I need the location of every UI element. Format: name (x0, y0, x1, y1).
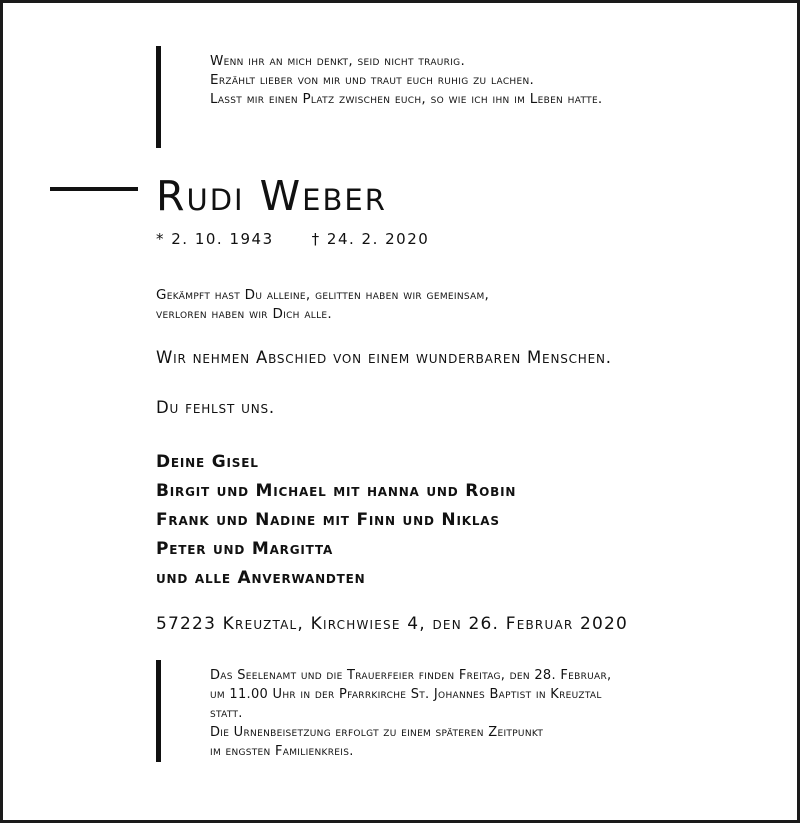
deceased-name: Rudi Weber (156, 172, 387, 220)
opening-quote (210, 52, 603, 109)
mourner-line: Deine Gisel (156, 452, 259, 472)
notice-accent-bar (156, 660, 161, 762)
farewell-text: Wir nehmen Abschied von einem wunderbaren Menschen. (156, 348, 612, 367)
miss-you-text: Du fehlst uns. (156, 398, 275, 417)
life-dates (156, 230, 429, 248)
notice-line: Die Urnenbeisetzung erfolgt zu einem späteren Zeitpunkt (210, 725, 544, 740)
mourner-line: Birgit und Michael mit hanna und Robin (156, 481, 517, 501)
quote-line: Wenn ihr an mich denkt, seid nicht traurig. (210, 53, 466, 69)
mourner-line: und alle Anverwandten (156, 568, 366, 588)
quote-line: Lasst mir einen Platz zwischen euch, so wie ich ihn im Leben hatte. (210, 91, 603, 107)
notice-line: im engsten Familienkreis. (210, 744, 354, 759)
mourners-list (156, 448, 516, 593)
mourner-line: Frank und Nadine mit Finn und Niklas (156, 510, 500, 530)
verse-line: Gekämpft hast Du alleine, gelitten haben wir gemeinsam, (156, 287, 490, 303)
birth-date: * 2. 10. 1943 (156, 230, 274, 248)
notice-line: Das Seelenamt und die Trauerfeier finden Freitag, den 28. Februar, (210, 668, 612, 683)
notice-line: um 11.00 Uhr in der Pfarrkirche St. Johannes Baptist in Kreuztal (210, 687, 602, 702)
service-notice (210, 666, 611, 761)
name-accent-line (50, 187, 138, 191)
verse-line: verloren haben wir Dich alle. (156, 306, 332, 322)
death-date: † 24. 2. 2020 (311, 230, 430, 248)
notice-line: statt. (210, 706, 243, 721)
quote-accent-bar (156, 46, 161, 148)
address-line: 57223 Kreuztal, Kirchwiese 4, den 26. Februar 2020 (156, 614, 629, 634)
quote-line: Erzählt lieber von mir und traut euch ruhig zu lachen. (210, 72, 535, 88)
mourner-line: Peter und Margitta (156, 539, 334, 559)
memorial-verse (156, 286, 489, 324)
